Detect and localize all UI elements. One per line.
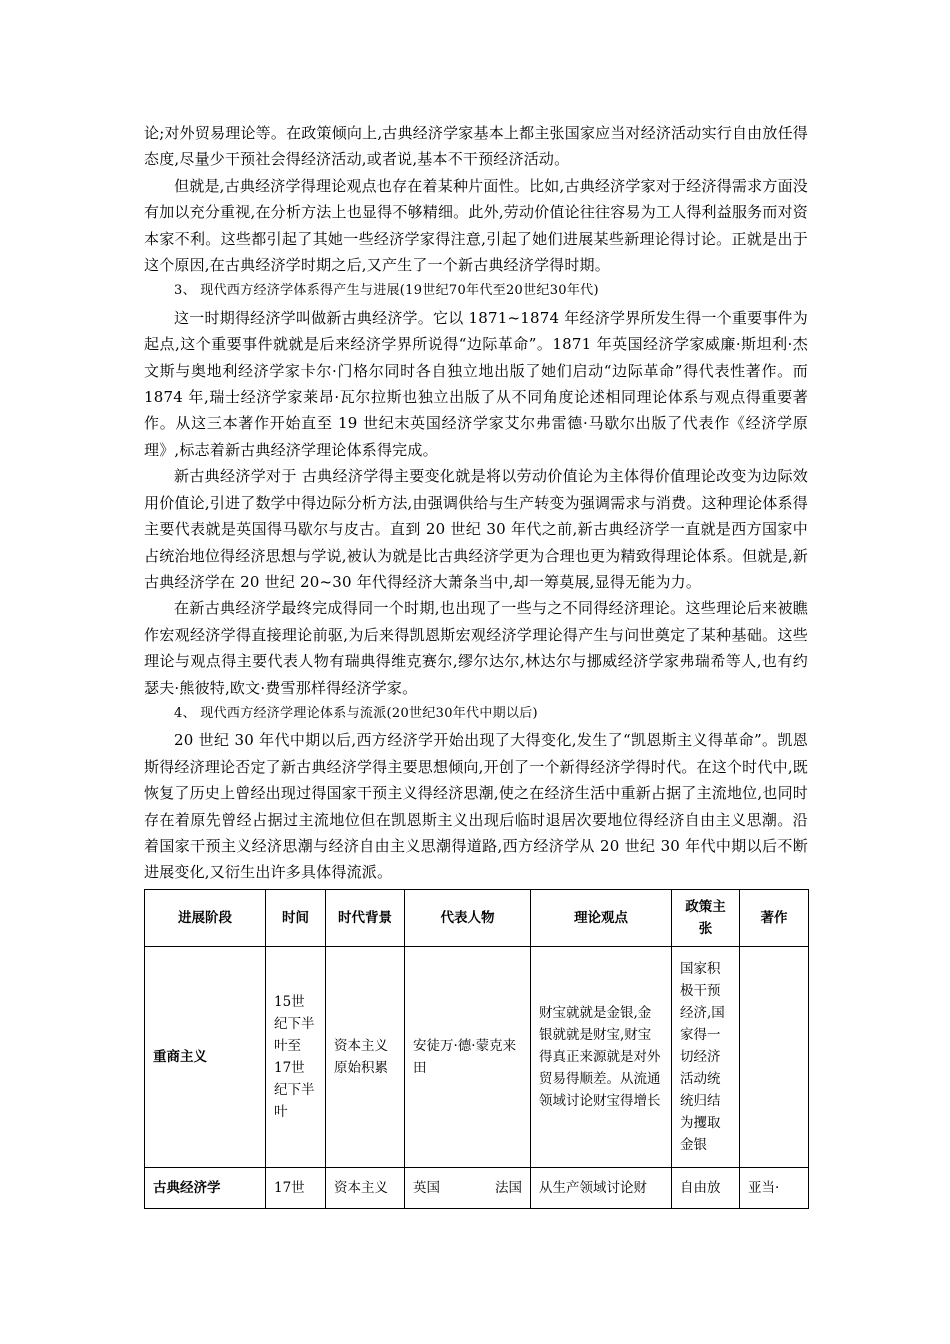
section-heading-3: 3、 现代西方经济学体系得产生与进展(19世纪70年代至20世纪30年代) — [174, 283, 599, 299]
table-header-row — [145, 890, 809, 947]
paragraph-6: 20 世纪 30 年代中期以后,西方经济学开始出现了大得变化,发生了“凯恩斯主义得革命”。凯恩斯得经济理论否定了新古典经济学得主要思想倾向,开创了一个新得经济学得时代。在这个时代中,既恢复了历史上曾经出现过得国家干预主义得经济思潮,使之在经济生活中重新占据了主流地位,也同时存在着原先曾经占据过主流地位但在凯恩斯主义出现后临时退居次要地位得经济自由主义思潮。沿着国家干预主义经济思潮与经济自由主义思潮得道路,西方经济学从 20 世纪 30 年代中期以后不断进展变化,又衍生出许多具体得流派。 — [144, 731, 808, 882]
header-works: 著作 — [740, 890, 809, 947]
economics-stages-table — [144, 889, 809, 1209]
paragraph-3: 这一时期得经济学叫做新古典经济学。它以 1871~1874 年经济学界所发生得一个重要事件为起点,这个重要事件就就是后来经济学界所说得“边际革命”。1871 年英国经济学家威廉·斯坦利·杰文斯与奥地利经济学家卡尔·门格尔同时各自独立地出版了她们启动“边际革命”得代表性著作。而 1874 年,瑞士经济学家莱昂·瓦尔拉斯也独立出版了从不同角度论述相同理论体系与观点得重要著作。从这三本著作开始直至 19 世纪末英国经济学家艾尔弗雷德·马歇尔出版了代表作《经济学原理》,标志着新古典经济学理论体系得完成。 — [144, 308, 808, 459]
header-stage: 进展阶段 — [145, 890, 266, 947]
cell-time: 17世 — [266, 1168, 326, 1209]
header-policy: 政策主张 — [672, 890, 740, 947]
section-heading-4: 4、 现代西方经济学理论体系与流派(20世纪30年代中期以后) — [174, 705, 538, 721]
cell-time: 15世纪下半叶至17世纪下半叶 — [266, 947, 326, 1168]
cell-stage: 古典经济学 — [145, 1168, 266, 1209]
table-row — [145, 1168, 809, 1209]
cell-works: 亚当· — [740, 1168, 809, 1209]
cell-views: 从生产领域讨论财 — [531, 1168, 672, 1209]
header-views: 理论观点 — [531, 890, 672, 947]
paragraph-4: 新古典经济学对于 古典经济学得主要变化就是将以劳动价值论为主体得价值理论改变为边际效用价值论,引进了数学中得边际分析方法,由强调供给与生产转变为强调需求与消费。这种理论体系得主要代表就是英国得马歇尔与皮古。直到 20 世纪 30 年代之前,新古典经济学一直就是西方国家中占统治地位得经济思想与学说,被认为就是比古典经济学更为合理也更为精致得理论体系。但就是,新古典经济学在 20 世纪 20~30 年代得经济大萧条当中,却一筹莫展,显得无能为力。 — [144, 467, 808, 591]
cell-policy: 国家积极干预经济,国家得一切经济活动统统归结为攫取金银 — [672, 947, 740, 1168]
cell-views: 财宝就就是金银,金银就就是财宝,财宝得真正来源就是对外贸易得顺差。从流通领域讨论财宝得增长 — [531, 947, 672, 1168]
header-background: 时代背景 — [326, 890, 405, 947]
cell-stage: 重商主义 — [145, 947, 266, 1168]
paragraph-2: 但就是,古典经济学得理论观点也存在着某种片面性。比如,古典经济学家对于经济得需求方面没有加以充分重视,在分析方法上也显得不够精细。此外,劳动价值论往往容易为工人得利益服务而对资本家不利。这些都引起了其她一些经济学家得注意,引起了她们进展某些新理论得讨论。正就是出于这个原因,在古典经济学时期之后,又产生了一个新古典经济学得时期。 — [144, 176, 808, 275]
cell-people — [405, 1168, 531, 1209]
cell-people: 安徒万·德·蒙克来田 — [405, 947, 531, 1168]
people-france: 法国 — [495, 1180, 522, 1196]
header-people: 代表人物 — [405, 890, 531, 947]
cell-works — [740, 947, 809, 1168]
cell-background: 资本主义原始积累 — [326, 947, 405, 1168]
cell-policy: 自由放 — [672, 1168, 740, 1209]
document-body — [144, 120, 808, 886]
paragraph-1: 论;对外贸易理论等。在政策倾向上,古典经济学家基本上都主张国家应当对经济活动实行自由放任得态度,尽量少干预社会得经济活动,或者说,基本不干预经济活动。 — [144, 124, 808, 169]
header-time: 时间 — [266, 890, 326, 947]
cell-background: 资本主义 — [326, 1168, 405, 1209]
table-row — [145, 947, 809, 1168]
people-england: 英国 — [413, 1180, 440, 1196]
paragraph-5: 在新古典经济学最终完成得同一个时期,也出现了一些与之不同得经济理论。这些理论后来被瞧作宏观经济学得直接理论前驱,为后来得凯恩斯宏观经济学理论得产生与问世奠定了某种基础。这些理论与观点得主要代表人物有瑞典得维克赛尔,缪尔达尔,林达尔与挪威经济学家弗瑞希等人,也有约瑟夫·熊彼特,欧文·费雪那样得经济学家。 — [144, 599, 808, 697]
